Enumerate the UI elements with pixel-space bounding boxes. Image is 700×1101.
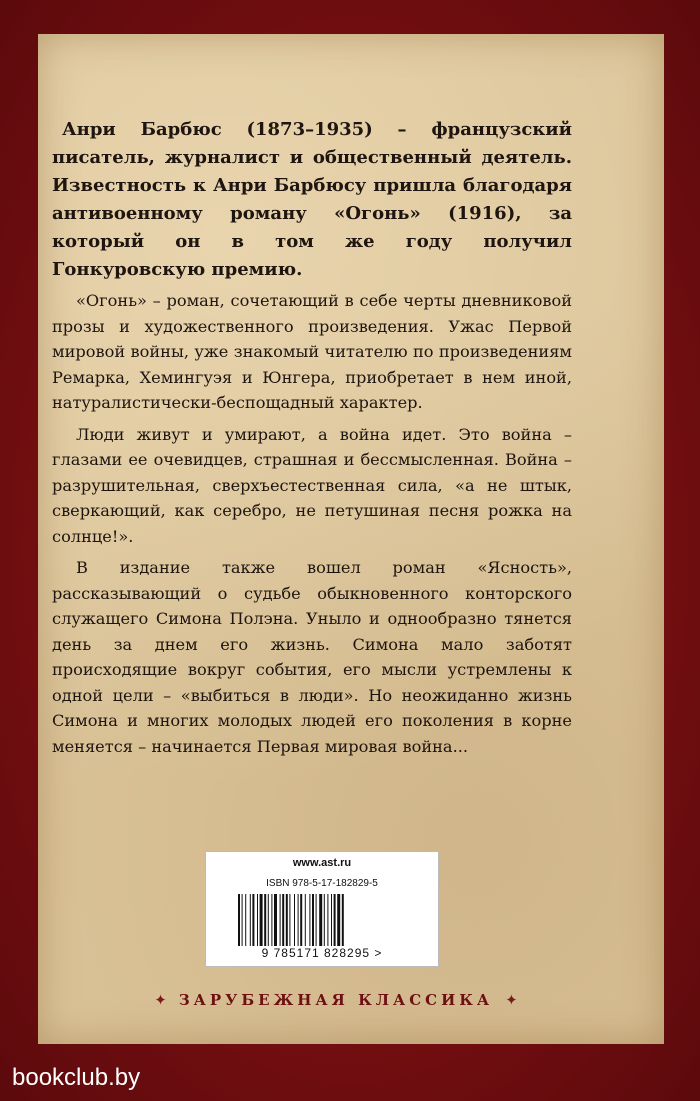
ornament-icon: ✦ <box>154 991 167 1009</box>
barcode-label <box>205 851 439 967</box>
book-annotation <box>52 288 572 765</box>
series-banner <box>116 988 556 1012</box>
watermark: bookclub.by <box>12 1064 141 1091</box>
annotation-paragraph: В издание также вошел роман «Ясность», рассказывающий о судьбе обыкновенного конторского служащего Симона Полэна. Уныло и однообразно тянется день за днем его жизнь. Симона мало заботят происходящие вокруг события, его мысли устремлены к одной цели – «выбиться в люди». Но неожиданно жизнь Симона и многих молодых людей его поколения в корне меняется – начинается Первая мировая война... <box>52 558 572 756</box>
ornament-icon: ✦ <box>505 991 518 1009</box>
author-bio: Анри Барбюс (1873–1935) – французский писатель, журналист и общественный деятель. Известность к Анри Барбюсу пришла благодаря антивоенному роману «Огонь» (1916), за который он в том же году получил Гонкуровскую премию. <box>52 119 572 280</box>
barcode-bars <box>238 894 416 946</box>
annotation-paragraph: «Огонь» – роман, сочетающий в себе черты дневниковой прозы и художественного произведения. Ужас Первой мировой войны, уже знакомый читателю по произведениям Ремарка, Хемингуэя и Юнгера, приобретает в нем иной, натуралистически-беспощадный характер. <box>52 291 572 412</box>
ean-digits: 9 785171 828295 > <box>261 946 383 960</box>
publisher-site: www.ast.ru <box>292 857 352 869</box>
isbn-number: ISBN 978-5-17-182829-5 <box>266 878 378 889</box>
annotation-paragraph: Люди живут и умирают, а война идет. Это война – глазами ее очевидцев, страшная и бессмысленная. Война – разрушительная, сверхъестественная сила, «а не штык, сверкающий, как серебро, не петушиная песня рожка на солнце!». <box>52 424 572 546</box>
series-title: ЗАРУБЕЖНАЯ КЛАССИКА <box>178 991 494 1009</box>
